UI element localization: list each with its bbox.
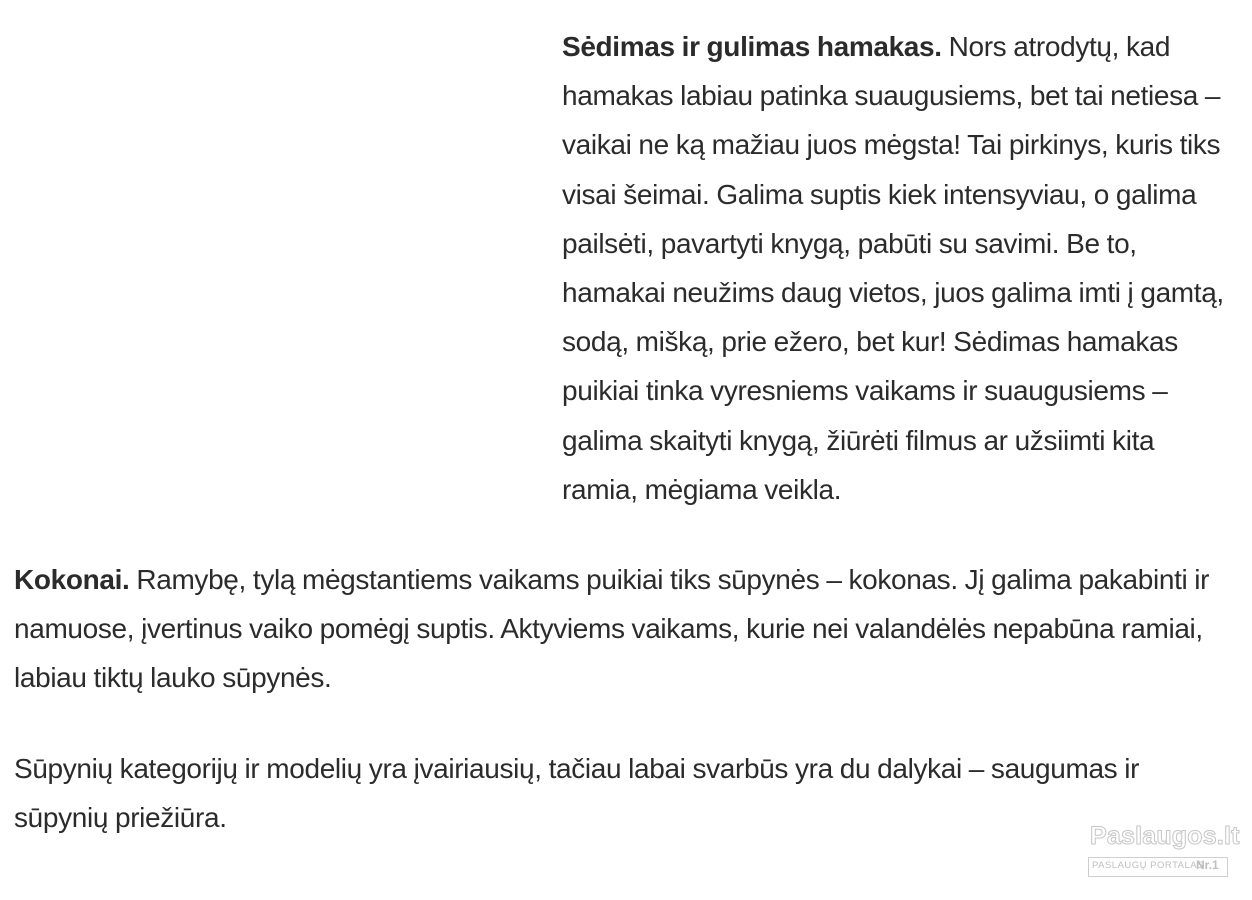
floated-image-area [14,22,562,514]
watermark-subtitle: PASLAUGŲ PORTALAS [1092,860,1204,871]
paragraph-cocoons [14,555,1236,703]
watermark-badge: Nr.1 [1196,858,1219,872]
watermark-title: Paslaugos.lt [1090,822,1240,850]
paragraph-summary [14,744,1236,842]
paragraph-text-summary: Sūpynių kategorijų ir modelių yra įvairiausių, tačiau labai svarbūs yra du dalykai – saugumas ir sūpynių priežiūra. [14,752,1140,833]
paragraph-text-cocoons: Ramybę, tylą mėgstantiems vaikams puikiai tiks sūpynės – kokonas. Jį galima pakabinti ir namuose, įvertinus vaiko pomėgį suptis. Aktyviems vaikams, kurie nei valandėlės nepabūna ramiai, labiau tiktų lauko sūpynės. [14,564,1210,694]
paragraph-text-hammock: Nors atrodytų, kad hamakas labiau patinka suaugusiems, bet tai netiesa – vaikai ne ką mažiau juos mėgsta! Tai pirkinys, kuris tiks visai šeimai. Galima suptis kiek intensyviau, o galima pailsėti, pavartyti knygą, pabūti su savimi. Be to, hamakai neužims daug vietos, juos galima imti į gamtą, sodą, mišką, prie ežero, bet kur! Sėdimas hamakas puikiai tinka vyresniems vaikams ir suaugusiems – galima skaityti knygą, žiūrėti filmus ar užsiimti kita ramia, mėgiama veikla. [562,31,1224,505]
article-body [14,22,1236,883]
watermark-logo [1086,822,1240,880]
paragraph-lead-cocoons: Kokonai. [14,564,130,596]
paragraph-lead-hammock: Sėdimas ir gulimas hamakas. [562,31,942,62]
